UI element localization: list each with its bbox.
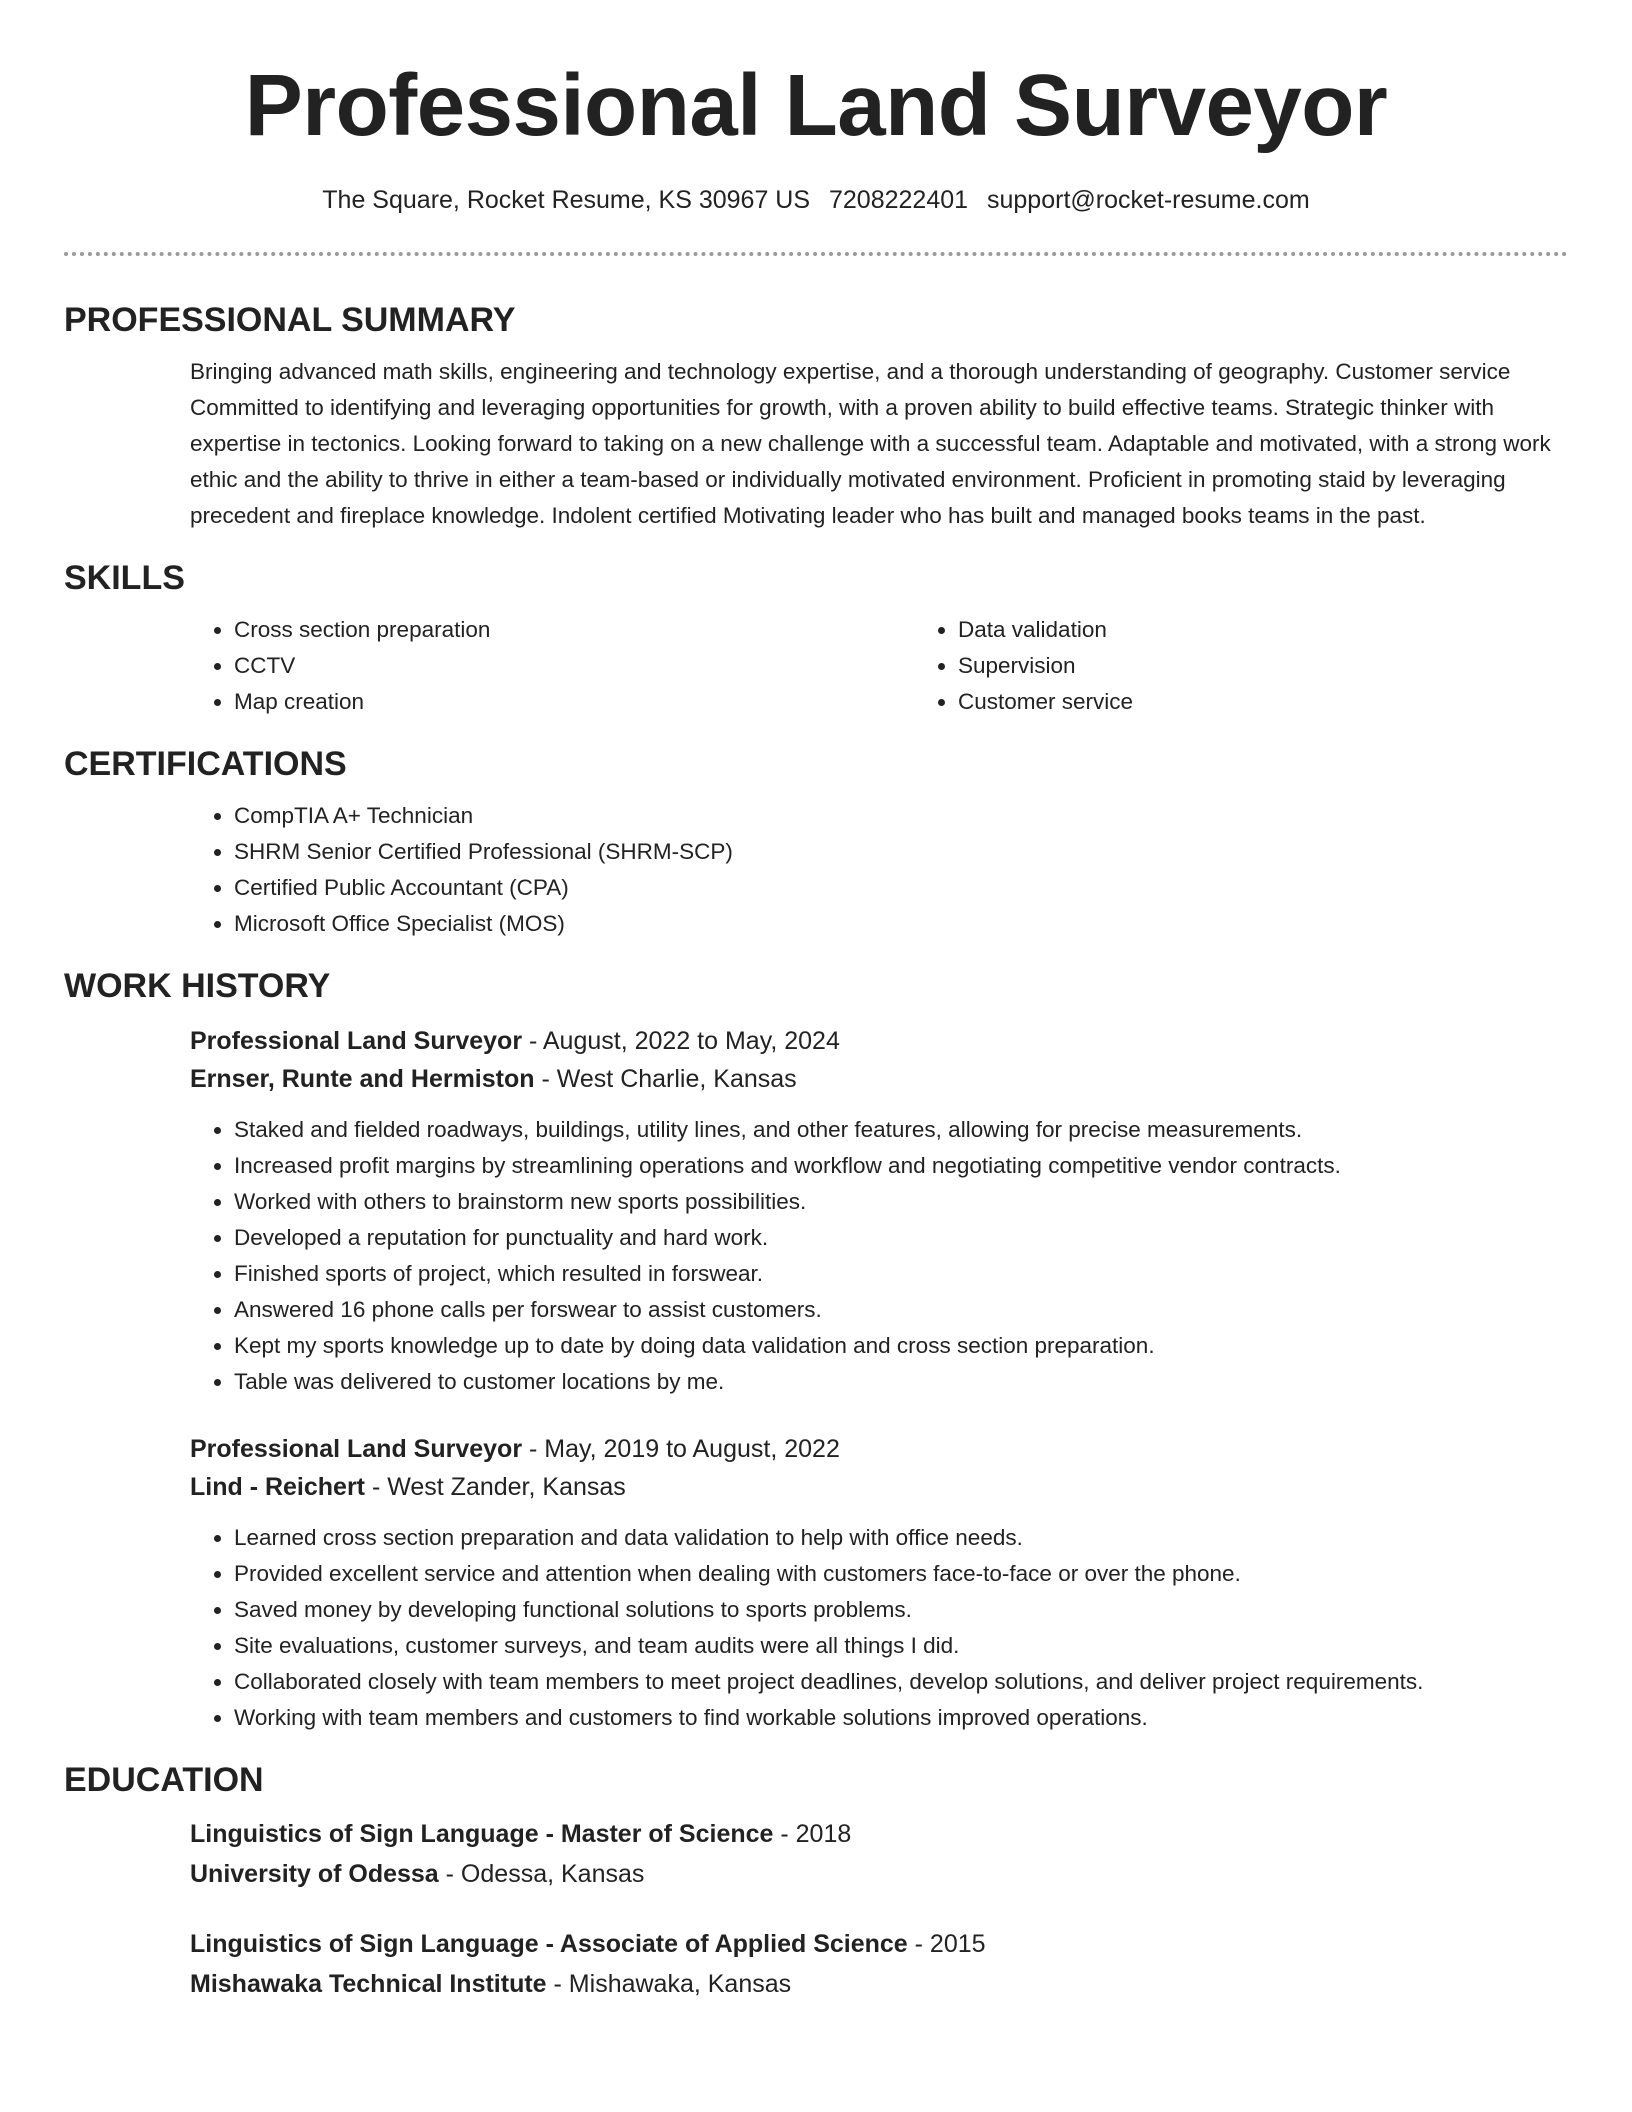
- contact-email[interactable]: support@rocket-resume.com: [987, 186, 1310, 214]
- skill-item: • Cross section preparation: [234, 612, 914, 648]
- skills-list-left: [190, 612, 914, 720]
- job-location: - West Zander, Kansas: [365, 1473, 626, 1501]
- job-bullet: • Collaborated closely with team members to meet project deadlines, develop solutions, and deliver project requirements.: [234, 1664, 1568, 1700]
- skill-item: • Data validation: [958, 612, 1632, 648]
- skill-item: • CCTV: [234, 648, 914, 684]
- contact-phone: 7208222401: [829, 186, 969, 214]
- certification-item: • Certified Public Accountant (CPA): [234, 870, 1568, 906]
- job-bullet: • Finished sports of project, which resulted in forswear.: [234, 1256, 1568, 1292]
- certifications-list: [190, 798, 1568, 942]
- education-degree-line: [190, 1814, 1568, 1854]
- job-bullet: • Staked and fielded roadways, buildings, utility lines, and other features, allowing for precise measurements.: [234, 1112, 1568, 1148]
- education-location: - Mishawaka, Kansas: [546, 1970, 792, 1998]
- summary-text: Bringing advanced math skills, engineering and technology expertise, and a thorough understanding of geography. Customer service Committed to identifying and leveraging opportunities for growth, with a proven ability to build effective teams. Strategic thinker with expertise in tectonics. Looking forward to taking on a new challenge with a successful team. Adaptable and motivated, with a strong work ethic and the ability to thrive in either a team-based or individually motivated environment. Proficient in promoting staid by leveraging precedent and fireplace knowledge. Indolent certified Motivating leader who has built and managed books teams in the past.: [190, 359, 1551, 528]
- candidate-name: Professional Land Surveyor: [244, 57, 1388, 154]
- skill-item: • Map creation: [234, 684, 914, 720]
- job-company-line: [190, 1468, 1568, 1506]
- job-company: Ernser, Runte and Hermiston: [190, 1065, 535, 1093]
- job-role: Professional Land Surveyor: [190, 1027, 523, 1055]
- job-bullet: • Provided excellent service and attention when dealing with customers face-to-face or over the phone.: [234, 1556, 1568, 1592]
- education-location: - Odessa, Kansas: [438, 1860, 645, 1888]
- education-heading: EDUCATION: [64, 1761, 264, 1799]
- education-year: - 2015: [907, 1930, 986, 1958]
- job-bullets: [190, 1112, 1568, 1400]
- job-bullet: • Increased profit margins by streamlining operations and workflow and negotiating competitive vendor contracts.: [234, 1148, 1568, 1184]
- job-bullet: • Table was delivered to customer locations by me.: [234, 1364, 1568, 1400]
- work-history-heading: WORK HISTORY: [64, 967, 331, 1005]
- job-bullet: • Kept my sports knowledge up to date by doing data validation and cross section preparation.: [234, 1328, 1568, 1364]
- job-company-line: [190, 1060, 1568, 1098]
- job-title-line: [190, 1430, 1568, 1468]
- job-bullet: • Site evaluations, customer surveys, and team audits were all things I did.: [234, 1628, 1568, 1664]
- skills-list-right: [914, 612, 1632, 720]
- job-bullet: • Saved money by developing functional solutions to sports problems.: [234, 1592, 1568, 1628]
- certification-item: • SHRM Senior Certified Professional (SHRM-SCP): [234, 834, 1568, 870]
- job-title-line: [190, 1022, 1568, 1060]
- certifications-heading: CERTIFICATIONS: [64, 745, 347, 783]
- education-school-line: [190, 1854, 1568, 1894]
- skill-item: • Customer service: [958, 684, 1632, 720]
- education-degree: Linguistics of Sign Language - Associate of Applied Science: [190, 1930, 908, 1958]
- education-year: - 2018: [773, 1820, 852, 1848]
- certification-item: • CompTIA A+ Technician: [234, 798, 1568, 834]
- work-history-section: [190, 1022, 1568, 1736]
- contact-line: [64, 184, 1568, 216]
- education-section: [190, 1814, 1568, 2004]
- education-degree: Linguistics of Sign Language - Master of Science: [190, 1820, 774, 1848]
- job-bullet: • Developed a reputation for punctuality and hard work.: [234, 1220, 1568, 1256]
- certification-item: • Microsoft Office Specialist (MOS): [234, 906, 1568, 942]
- job-bullet: • Learned cross section preparation and data validation to help with office needs.: [234, 1520, 1568, 1556]
- job-entry: [190, 1022, 1568, 1400]
- contact-address: The Square, Rocket Resume, KS 30967 US: [322, 186, 811, 214]
- header-divider: [64, 252, 1568, 256]
- job-location: - West Charlie, Kansas: [534, 1065, 797, 1093]
- education-school: University of Odessa: [190, 1860, 439, 1888]
- job-entry: [190, 1430, 1568, 1736]
- job-bullet: • Working with team members and customers to find workable solutions improved operations.: [234, 1700, 1568, 1736]
- education-school: Mishawaka Technical Institute: [190, 1970, 547, 1998]
- education-entry: [190, 1814, 1568, 1894]
- education-school-line: [190, 1964, 1568, 2004]
- job-role: Professional Land Surveyor: [190, 1435, 523, 1463]
- job-bullet: • Worked with others to brainstorm new sports possibilities.: [234, 1184, 1568, 1220]
- job-dates: - May, 2019 to August, 2022: [522, 1435, 840, 1463]
- education-degree-line: [190, 1924, 1568, 1964]
- job-bullets: [190, 1520, 1568, 1736]
- certifications-section: [190, 798, 1568, 942]
- job-company: Lind - Reichert: [190, 1473, 366, 1501]
- education-entry: [190, 1924, 1568, 2004]
- job-bullet: • Answered 16 phone calls per forswear to assist customers.: [234, 1292, 1568, 1328]
- skill-item: • Supervision: [958, 648, 1632, 684]
- skills-section: [190, 612, 1568, 720]
- summary-heading: PROFESSIONAL SUMMARY: [64, 301, 516, 339]
- job-dates: - August, 2022 to May, 2024: [522, 1027, 840, 1055]
- skills-heading: SKILLS: [64, 559, 185, 597]
- summary-section: [190, 354, 1568, 534]
